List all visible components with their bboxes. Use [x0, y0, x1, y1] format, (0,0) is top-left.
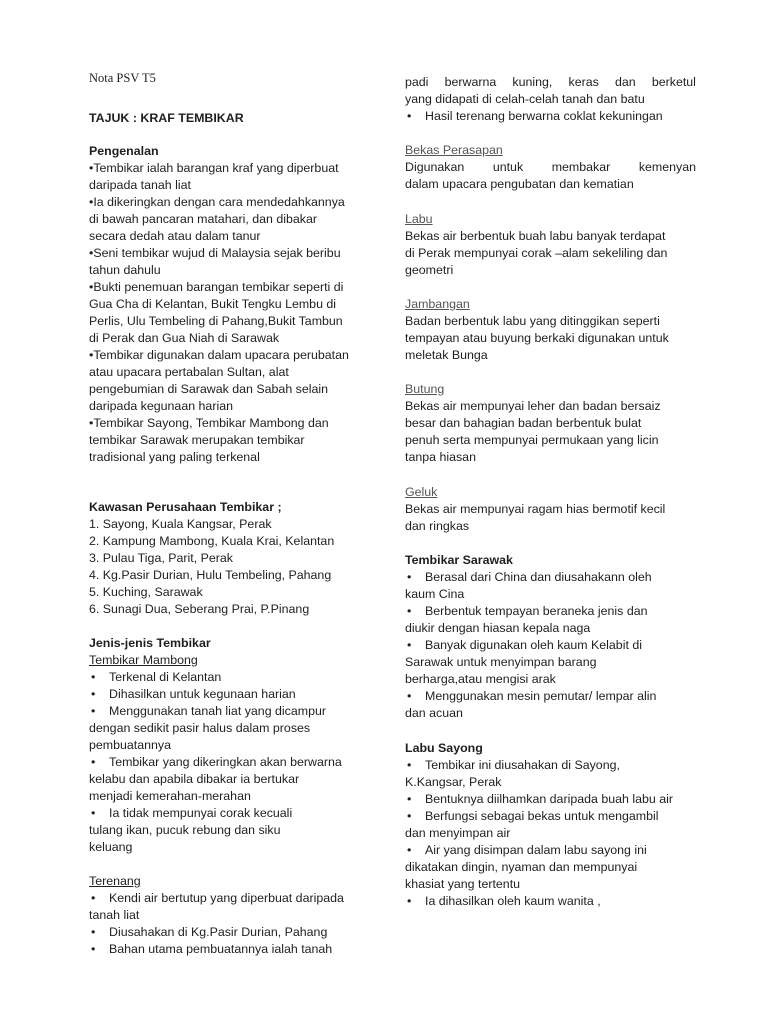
- text-line: di Perak mempunyai corak –alam sekeliling dan: [405, 246, 668, 260]
- section-labu: [405, 211, 696, 279]
- text-line: kaum Cina: [405, 587, 465, 601]
- section-pengenalan: [89, 143, 355, 466]
- bullet-icon: •: [407, 604, 412, 618]
- list-item: • Air yang disimpan dalam labu sayong ini: [407, 843, 647, 857]
- list-item: • Menggunakan tanah liat yang dicampur: [91, 704, 326, 718]
- list-item: • Berasal dari China dan diusahakann oleh: [407, 570, 652, 584]
- text-line: Sarawak untuk menyimpan barang: [405, 655, 597, 669]
- text-line: daripada kegunaan harian: [89, 399, 233, 413]
- subsection-heading: Terenang: [89, 874, 141, 888]
- list-item: • Terkenal di Kelantan: [91, 670, 222, 684]
- justified-line: Digunakan untuk membakar kemenyan: [405, 160, 696, 174]
- text-line: •Tembikar digunakan dalam upacara perubatan: [89, 348, 349, 362]
- text-line: menjadi kemerahan-merahan: [89, 789, 251, 803]
- bullet-icon: •: [91, 806, 96, 820]
- bullet-icon: •: [91, 670, 96, 684]
- list-item: • Bentuknya diilhamkan daripada buah labu air: [407, 792, 673, 806]
- section-heading: Pengenalan: [89, 144, 159, 158]
- text-line: berharga,atau mengisi arak: [405, 672, 556, 686]
- text-line: •Tembikar Sayong, Tembikar Mambong dan: [89, 416, 329, 430]
- text-line: tahun dahulu: [89, 263, 161, 277]
- bullet-icon: •: [91, 755, 96, 769]
- list-item: • Hasil terenang berwarna coklat kekuningan: [407, 109, 663, 123]
- bullet-icon: •: [91, 942, 96, 956]
- text-line: Bekas air mempunyai leher dan badan bersaiz: [405, 399, 661, 413]
- text-line: secara dedah atau dalam tanur: [89, 229, 261, 243]
- bullet-icon: •: [91, 687, 96, 701]
- section-heading: Kawasan Perusahaan Tembikar ;: [89, 500, 282, 514]
- section-heading: Jenis-jenis Tembikar: [89, 636, 211, 650]
- text-line: •Bukti penemuan barangan tembikar seperti di: [89, 280, 344, 294]
- text-line: dan acuan: [405, 706, 463, 720]
- text-line: besar dan bahagian badan berbentuk bulat: [405, 416, 642, 430]
- section-heading: Labu Sayong: [405, 741, 483, 755]
- text-line: daripada tanah liat: [89, 178, 191, 192]
- text-line: Bekas air berbentuk buah labu banyak terdapat: [405, 229, 666, 243]
- text-line: tanah liat: [89, 908, 140, 922]
- section-tembikar-sarawak: [405, 552, 696, 722]
- bullet-icon: •: [407, 792, 412, 806]
- text-line: meletak Bunga: [405, 348, 488, 362]
- list-item: 5. Kuching, Sarawak: [89, 585, 203, 599]
- text-line: pengebumian di Sarawak dan Sabah selain: [89, 382, 329, 396]
- list-item: • Berbentuk tempayan beraneka jenis dan: [407, 604, 648, 618]
- subsection-heading: Butung: [405, 382, 445, 396]
- list-item: 2. Kampung Mambong, Kuala Krai, Kelantan: [89, 534, 335, 548]
- text-line: dengan sedikit pasir halus dalam proses: [89, 721, 311, 735]
- text-line: khasiat yang tertentu: [405, 877, 521, 891]
- text-line: di bawah pancaran matahari, dan dibakar: [89, 212, 317, 226]
- list-item: • Bahan utama pembuatannya ialah tanah: [91, 942, 333, 956]
- list-item: • Diusahakan di Kg.Pasir Durian, Pahang: [91, 925, 328, 939]
- bullet-icon: •: [407, 638, 412, 652]
- list-item: • Tembikar ini diusahakan di Sayong,: [407, 758, 620, 772]
- text-line: tradisional yang paling terkenal: [89, 450, 260, 464]
- subsection-heading: Tembikar Mambong: [89, 653, 198, 667]
- text-line: tembikar Sarawak merupakan tembikar: [89, 433, 305, 447]
- list-item: • Tembikar yang dikeringkan akan berwarna: [91, 755, 342, 769]
- subsection-heading: Labu: [405, 212, 433, 226]
- text-line: Perlis, Ulu Tembeling di Pahang,Bukit Tambun: [89, 314, 343, 328]
- justified-line: padi berwarna kuning, keras dan berketul: [405, 75, 696, 89]
- list-item: • Kendi air bertutup yang diperbuat daripada: [91, 891, 344, 905]
- text-line: •Ia dikeringkan dengan cara mendedahkannya: [89, 195, 345, 209]
- text-line: dan ringkas: [405, 519, 470, 533]
- list-item: • Banyak digunakan oleh kaum Kelabit di: [407, 638, 642, 652]
- bullet-icon: •: [407, 109, 412, 123]
- page-title: TAJUK : KRAF TEMBIKAR: [89, 111, 244, 125]
- terenang-continued: [405, 74, 696, 125]
- bullet-icon: •: [407, 843, 412, 857]
- list-item: • Ia tidak mempunyai corak kecuali: [91, 806, 293, 820]
- section-kawasan: [89, 499, 355, 618]
- section-labu-sayong: [405, 740, 696, 910]
- text-line: Badan berbentuk labu yang ditinggikan seperti: [405, 314, 660, 328]
- section-bekas-perasapan: [405, 142, 696, 193]
- bullet-icon: •: [407, 894, 412, 908]
- text-line: dan menyimpan air: [405, 826, 511, 840]
- text-line: tanpa hiasan: [405, 450, 476, 464]
- bullet-icon: •: [91, 891, 96, 905]
- text-line: geometri: [405, 263, 454, 277]
- text-line: Gua Cha di Kelantan, Bukit Tengku Lembu di: [89, 297, 337, 311]
- text-line: •Tembikar ialah barangan kraf yang diperbuat: [89, 161, 339, 175]
- section-butung: [405, 381, 696, 466]
- list-item: 3. Pulau Tiga, Parit, Perak: [89, 551, 233, 565]
- bullet-icon: •: [407, 570, 412, 584]
- text-line: kelabu dan apabila dibakar ia bertukar: [89, 772, 300, 786]
- text-line: tempayan atau buyung berkaki digunakan untuk: [405, 331, 669, 345]
- bullet-icon: •: [407, 689, 412, 703]
- bullet-icon: •: [91, 925, 96, 939]
- subsection-heading: Geluk: [405, 485, 438, 499]
- bullet-icon: •: [407, 809, 412, 823]
- list-item: 4. Kg.Pasir Durian, Hulu Tembeling, Pahang: [89, 568, 332, 582]
- text-line: pembuatannya: [89, 738, 171, 752]
- text-line: diukir dengan hiasan kepala naga: [405, 621, 591, 635]
- text-line: penuh serta mempunyai permukaan yang licin: [405, 433, 659, 447]
- text-line: keluang: [89, 840, 133, 854]
- text-line: tulang ikan, pucuk rebung dan siku: [89, 823, 281, 837]
- section-geluk: [405, 484, 696, 535]
- text-line: Bekas air mempunyai ragam hias bermotif kecil: [405, 502, 666, 516]
- text-line: dikatakan dingin, nyaman dan mempunyai: [405, 860, 638, 874]
- list-item: 1. Sayong, Kuala Kangsar, Perak: [89, 517, 272, 531]
- subsection-heading: Jambangan: [405, 297, 470, 311]
- list-item: • Menggunakan mesin pemutar/ lempar alin: [407, 689, 657, 703]
- text-line: atau upacara pertabalan Sultan, alat: [89, 365, 289, 379]
- section-jenis: [89, 635, 355, 856]
- bullet-icon: •: [407, 758, 412, 772]
- list-item: • Ia dihasilkan oleh kaum wanita ,: [407, 894, 601, 908]
- text-line: K.Kangsar, Perak: [405, 775, 502, 789]
- section-terenang: [89, 873, 355, 958]
- doc-header: Nota PSV T5: [89, 71, 156, 85]
- section-jambangan: [405, 296, 696, 364]
- list-item: • Berfungsi sebagai bekas untuk mengambil: [407, 809, 659, 823]
- list-item: 6. Sunagi Dua, Seberang Prai, P.Pinang: [89, 602, 310, 616]
- section-heading: Tembikar Sarawak: [405, 553, 513, 567]
- text-line: dalam upacara pengubatan dan kematian: [405, 177, 634, 191]
- text-line: di Perak dan Gua Niah di Sarawak: [89, 331, 280, 345]
- text-line: •Seni tembikar wujud di Malaysia sejak beribu: [89, 246, 341, 260]
- bullet-icon: •: [91, 704, 96, 718]
- subsection-heading: Bekas Perasapan: [405, 143, 503, 157]
- text-line: yang didapati di celah-celah tanah dan batu: [405, 92, 645, 106]
- list-item: • Dihasilkan untuk kegunaan harian: [91, 687, 296, 701]
